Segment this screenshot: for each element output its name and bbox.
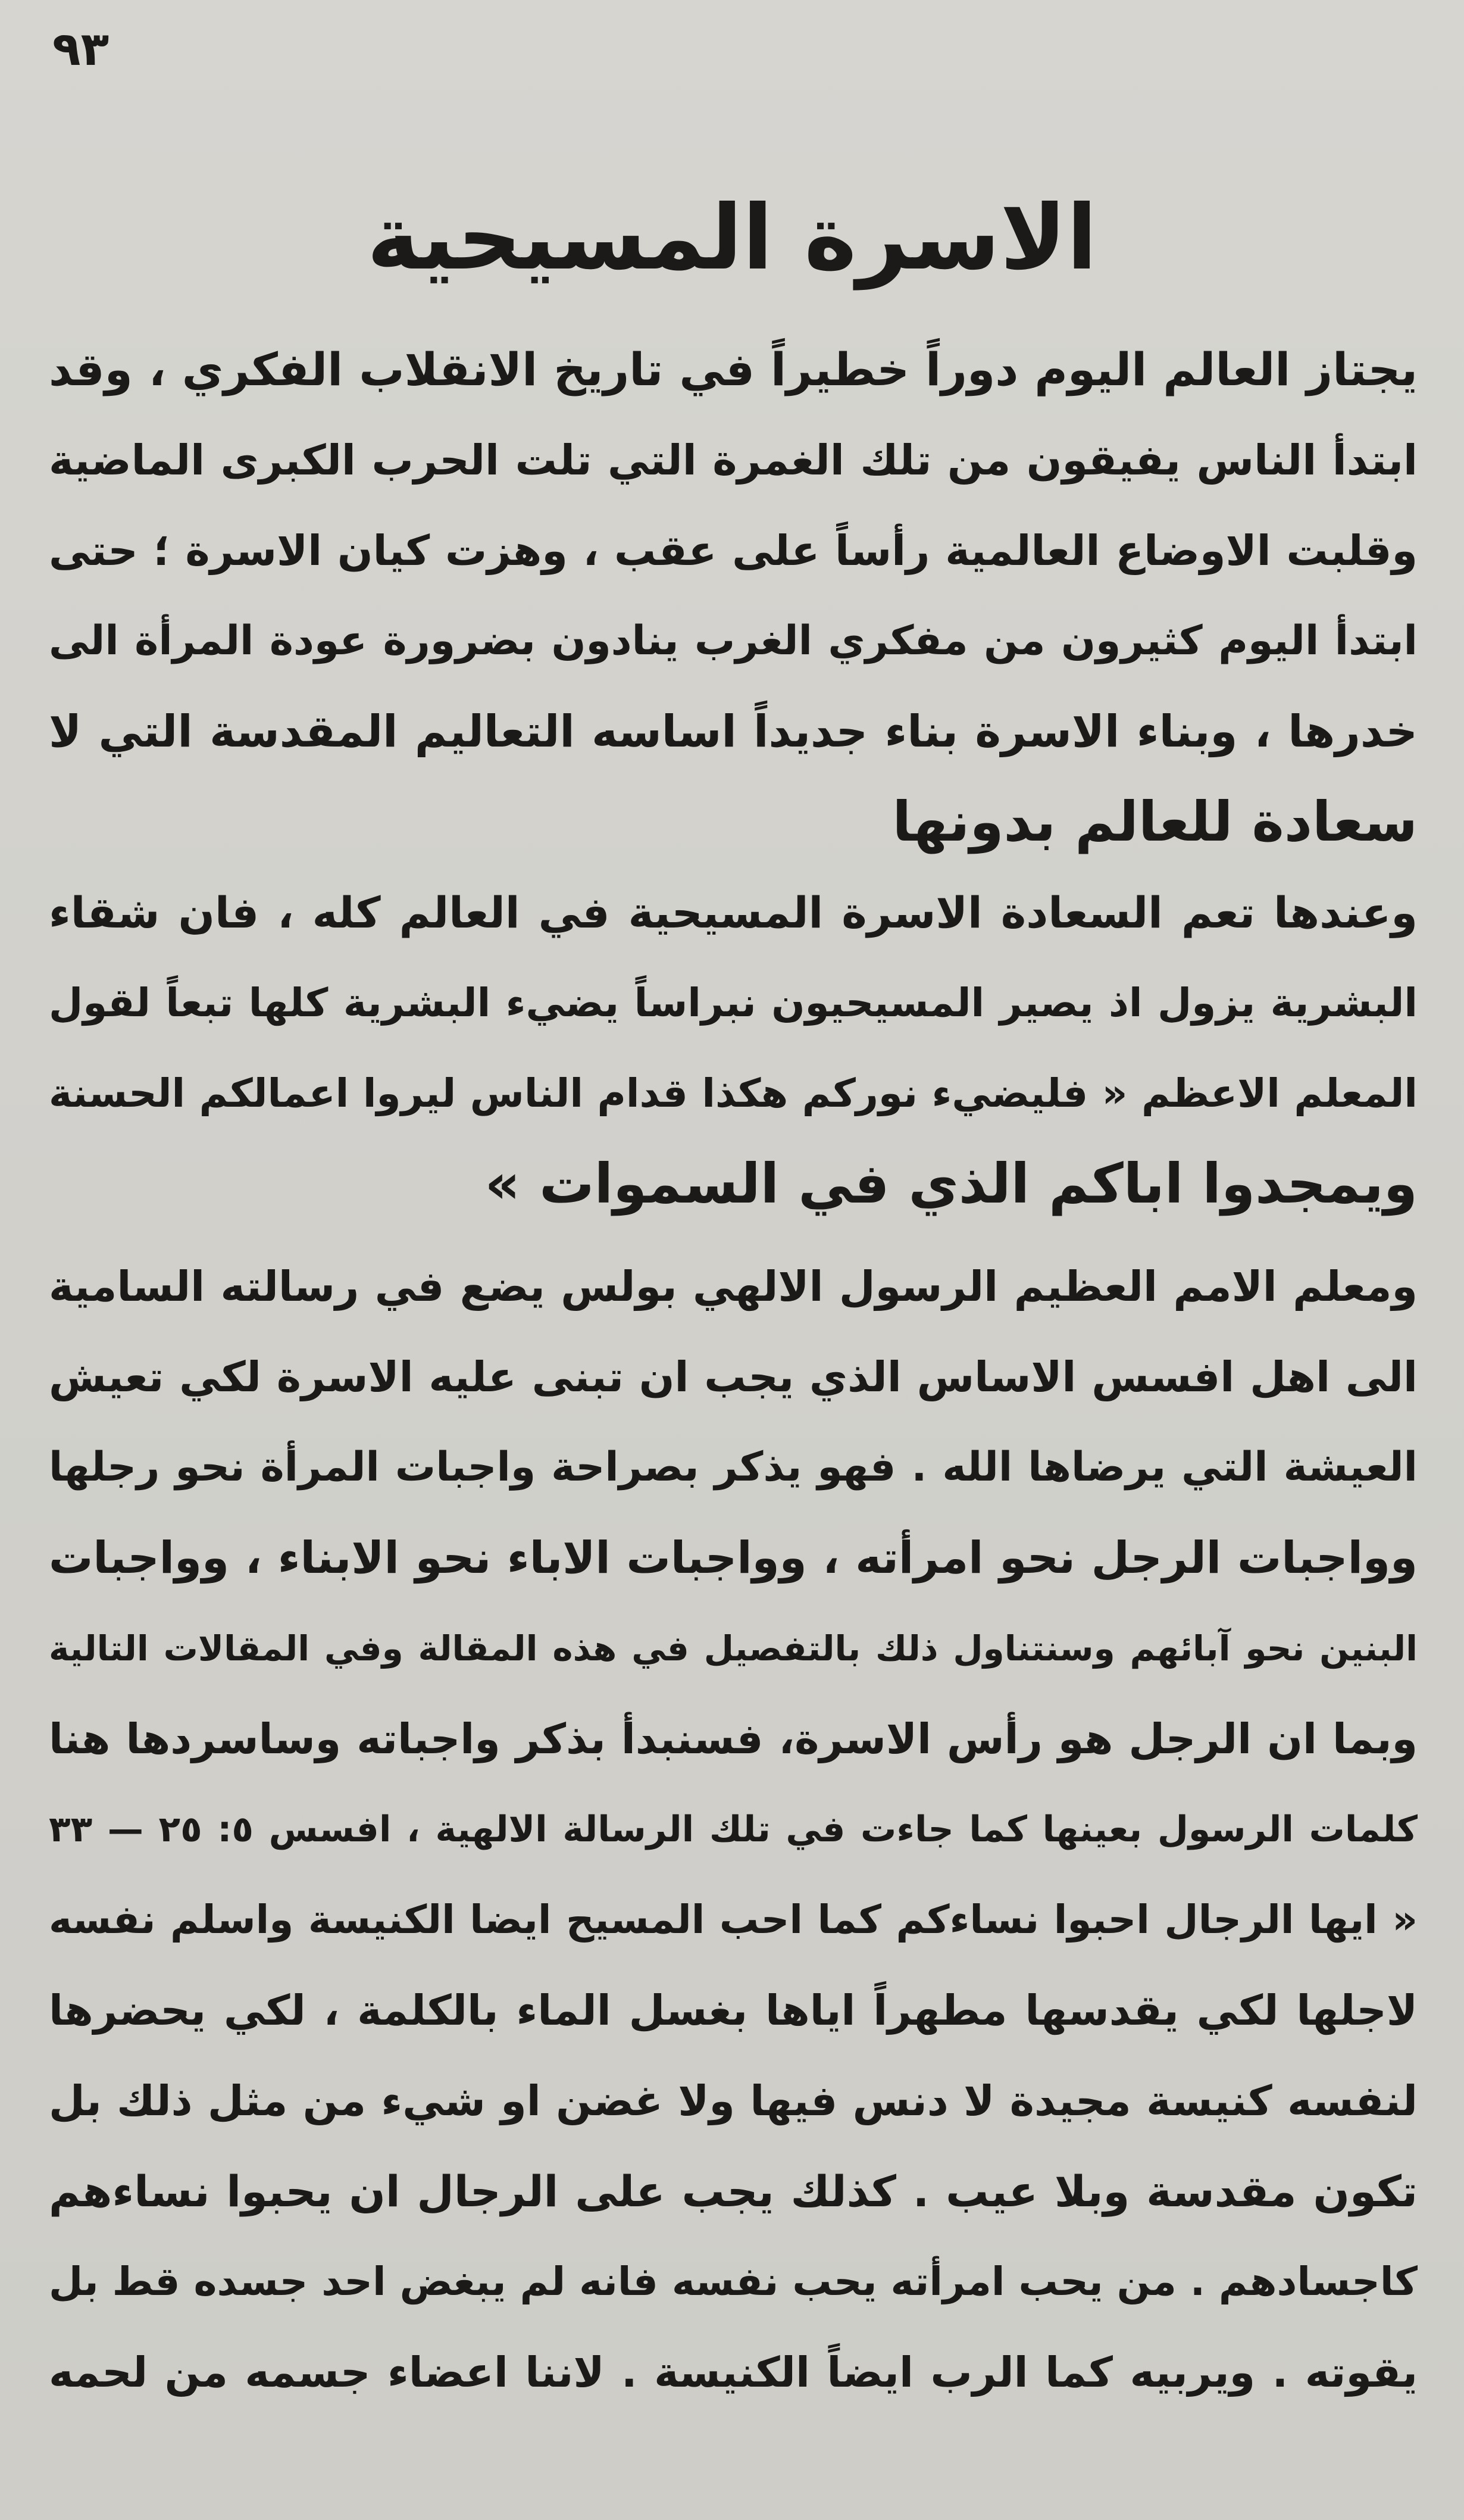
text-line: « ايها الرجال احبوا نساءكم كما احب المسيح ايضا الكنيسة واسلم نفسه [49,1897,1418,1943]
text-line: ويمجدوا اباكم الذي في السموات » [484,1152,1418,1216]
text-line: كلمات الرسول بعينها كما جاءت في تلك الرسالة الالهية ، افسس ٥: ٢٥ — ٣٣ [49,1809,1418,1850]
text-line: خدرها ، وبناء الاسرة بناء جديداً اساسه التعاليم المقدسة التي لا [49,706,1418,757]
text-line: سعادة للعالم بدونها [892,790,1418,854]
paragraph [49,1241,1418,1875]
page-title: الاسرة المسيحية [367,186,1097,290]
article-body [49,324,1418,2418]
text-line: ومعلم الامم العظيم الرسول الالهي بولس يضع في رسالته السامية [49,1262,1418,1311]
text-line: ابتدأ اليوم كثيرون من مفكري الغرب ينادون بضرورة عودة المرأة الى [49,617,1418,664]
text-line: وعندها تعم السعادة الاسرة المسيحية في العالم كله ، فان شقاء [49,888,1418,938]
paragraph [49,324,1418,867]
paragraph [49,867,1418,1229]
text-line: الى اهل افسس الاساس الذي يجب ان تبنى عليه الاسرة لكي تعيش [49,1353,1418,1401]
text-line: وبما ان الرجل هو رأس الاسرة، فسنبدأ بذكر واجباته وساسردها هنا [49,1715,1418,1763]
text-line: البشرية يزول اذ يصير المسيحيون نبراساً يضيء البشرية كلها تبعاً لقول [49,980,1418,1026]
text-line: المعلم الاعظم « فليضيء نوركم هكذا قدام الناس ليروا اعمالكم الحسنة [49,1070,1418,1116]
text-line: لاجلها لكي يقدسها مطهراً اياها بغسل الماء بالكلمة ، لكي يحضرها [49,1986,1418,2035]
text-line: كاجسادهم . من يحب امرأته يحب نفسه فانه لم يبغض احد جسده قط بل [49,2259,1418,2304]
text-line: يجتاز العالم اليوم دوراً خطيراً في تاريخ الانقلاب الفكري ، وقد [49,343,1418,396]
text-line: تكون مقدسة وبلا عيب . كذلك يجب على الرجال ان يحبوا نساءهم [49,2166,1418,2216]
text-line: البنين نحو آبائهم وسنتناول ذلك بالتفصيل في هذه المقالة وفي المقالات التالية [49,1628,1418,1669]
text-line: وواجبات الرجل نحو امرأته ، وواجبات الاباء نحو الابناء ، وواجبات [49,1532,1418,1584]
text-line: وقلبت الاوضاع العالمية رأساً على عقب ، وهزت كيان الاسرة ؛ حتى [49,526,1418,575]
text-line: لنفسه كنيسة مجيدة لا دنس فيها ولا غضن او شيء من مثل ذلك بل [49,2076,1418,2125]
text-line: ابتدأ الناس يفيقون من تلك الغمرة التي تلت الحرب الكبرى الماضية [49,436,1418,485]
page-number: ٩٣ [52,23,110,76]
text-line: يقوته . ويربيه كما الرب ايضاً الكنيسة . لاننا اعضاء جسمه من لحمه [49,2348,1418,2397]
paragraph [49,1875,1418,2418]
text-line: العيشة التي يرضاها الله . فهو يذكر بصراحة واجبات المرأة نحو رجلها [49,1444,1418,1491]
